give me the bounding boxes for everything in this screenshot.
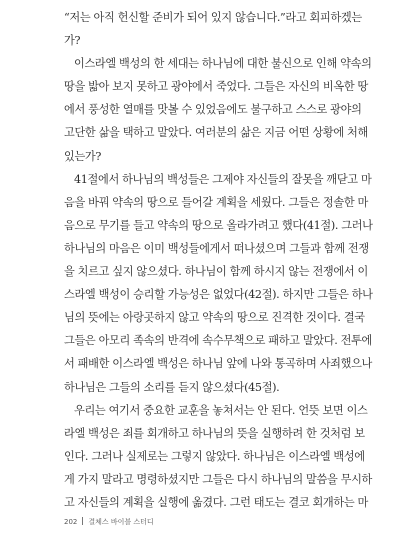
- paragraph: [64, 399, 376, 514]
- paragraph: [64, 168, 376, 399]
- text-line: 님의 뜻에는 아랑곳하지 않고 약속의 땅으로 진격한 것이다. 결국: [64, 311, 365, 325]
- text-line: 인다. 그러나 실제로는 그렇지 않았다. 하나님은 이스라엘 백성에: [64, 449, 365, 463]
- page-number: 202: [64, 518, 78, 526]
- text-line: 스라엘 백성이 승리할 가능성은 없었다(42절). 하지만 그들은 하나: [64, 288, 373, 302]
- text-line: 게 가지 말라고 명령하셨지만 그들은 다시 하나님의 말씀을 무시하: [64, 472, 372, 486]
- text-line: 하나님은 그들의 소리를 듣지 않으셨다(45절).: [64, 380, 280, 394]
- paragraph: [64, 52, 376, 167]
- text-line: 을 치르고 싶지 않으셨다. 하나님이 함께 하시지 않는 전쟁에서 이: [64, 265, 368, 279]
- text-line: 음을 바꿔 약속의 땅으로 들어갈 계획을 세웠다. 그들은 정솔한 마: [64, 195, 368, 209]
- text-line: 41절에서 하나님의 백성들은 그제야 자신들의 잘못을 깨닫고 마: [74, 172, 372, 186]
- page-footer: [64, 517, 154, 527]
- footer-divider: [82, 517, 83, 525]
- text-line: 그들은 아모리 족속의 반격에 속수무책으로 패하고 말았다. 전투에: [64, 334, 372, 348]
- text-line: 가?: [64, 34, 81, 48]
- text-line: 고 자신들의 계획을 실행에 옮겼다. 그런 태도는 결코 회개하는 마: [64, 495, 368, 509]
- text-line: 우리는 여기서 중요한 교훈을 놓쳐서는 안 된다. 언뜻 보면 이스: [74, 403, 368, 417]
- text-line: 이스라엘 백성의 한 세대는 하나님에 대한 불신으로 인해 약속의: [74, 57, 372, 71]
- text-line: “저는 아직 헌신할 준비가 되어 있지 않습니다.”라고 회피하겠는: [64, 11, 362, 24]
- paragraph: [64, 6, 376, 52]
- body-text: [64, 6, 376, 514]
- text-line: 고단한 삶을 택하고 말았다. 여러분의 삶은 지금 어떤 상황에 처해: [64, 126, 368, 140]
- book-title: 결체스 바이블 스터디: [88, 518, 154, 526]
- text-line: 땅을 밟아 보지 못하고 광야에서 죽었다. 그들은 자신의 비옥한 땅: [64, 80, 368, 94]
- text-line: 하나님의 마음은 이미 백성들에게서 떠나셨으며 그들과 함께 전쟁: [64, 241, 369, 255]
- text-line: 에서 풍성한 열매를 맛볼 수 있었음에도 불구하고 스스로 광야의: [64, 103, 362, 117]
- text-line: 서 패배한 이스라엘 백성은 하나님 앞에 나와 통곡하며 사죄했으나: [64, 357, 372, 371]
- text-line: 라엘 백성은 죄를 회개하고 하나님의 뜻을 실행하려 한 것처럼 보: [64, 426, 365, 440]
- text-line: 음으로 무기를 들고 약속의 땅으로 올라가려고 했다(41절). 그러나: [64, 218, 373, 232]
- text-line: 있는가?: [64, 149, 102, 163]
